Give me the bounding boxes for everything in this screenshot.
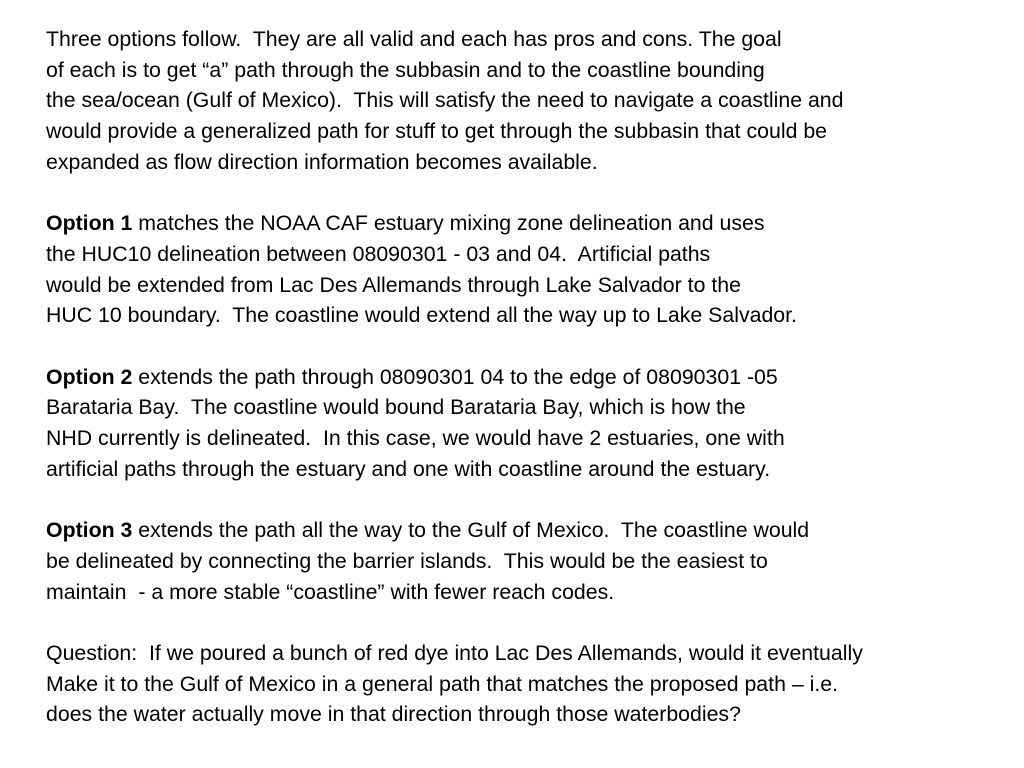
option-3-label: Option 3 xyxy=(46,518,133,543)
option-1-label: Option 1 xyxy=(46,211,133,236)
question-line-3: does the water actually move in that direction through those waterbodies? xyxy=(46,702,741,727)
paragraph-gap xyxy=(46,331,1024,362)
option-1-line-2: the HUC10 delineation between 08090301 - 03 and 04. Artificial paths xyxy=(46,241,711,266)
question-paragraph xyxy=(46,638,1024,730)
option-2-label: Option 2 xyxy=(46,364,133,389)
paragraph-gap xyxy=(46,607,1024,638)
option-3-line-1 xyxy=(46,515,1024,546)
option-2-line-3: NHD currently is delineated. In this case, we would have 2 estuaries, one with xyxy=(46,426,785,451)
option-3-line-3: maintain - a more stable “coastline” with fewer reach codes. xyxy=(46,579,615,604)
option-1-line-1 xyxy=(46,208,1024,239)
option-3-text: extends the path all the way to the Gulf of Mexico. The coastline would xyxy=(132,518,810,543)
slide-body xyxy=(46,24,1024,730)
question-line-2: Make it to the Gulf of Mexico in a general path that matches the proposed path – i.e. xyxy=(46,671,838,696)
option-2-text: extends the path through 08090301 04 to the edge of 08090301 -05 xyxy=(132,364,778,389)
option-2-paragraph xyxy=(46,362,1024,485)
option-1-paragraph xyxy=(46,208,1024,331)
intro-line-2: of each is to get “a” path through the subbasin and to the coastline bounding xyxy=(46,57,765,82)
intro-line-5: expanded as flow direction information becomes available. xyxy=(46,149,598,174)
intro-paragraph xyxy=(46,24,1024,178)
option-3-paragraph xyxy=(46,515,1024,607)
option-3-line-2: be delineated by connecting the barrier islands. This would be the easiest to xyxy=(46,548,768,573)
option-1-text: matches the NOAA CAF estuary mixing zone delineation and uses xyxy=(132,211,765,236)
option-1-line-4: HUC 10 boundary. The coastline would extend all the way up to Lake Salvador. xyxy=(46,303,797,328)
option-2-line-2: Barataria Bay. The coastline would bound Barataria Bay, which is how the xyxy=(46,395,746,420)
intro-line-3: the sea/ocean (Gulf of Mexico). This will satisfy the need to navigate a coastline and xyxy=(46,88,844,113)
question-line-1: Question: If we poured a bunch of red dye into Lac Des Allemands, would it eventually xyxy=(46,641,863,665)
intro-line-4: would provide a generalized path for stuff to get through the subbasin that could be xyxy=(46,119,828,144)
paragraph-gap xyxy=(46,178,1024,209)
paragraph-gap xyxy=(46,485,1024,516)
option-2-line-4: artificial paths through the estuary and one with coastline around the estuary. xyxy=(46,456,771,481)
intro-line-1: Three options follow. They are all valid and each has pros and cons. The goal xyxy=(46,27,782,51)
option-1-line-3: would be extended from Lac Des Allemands through Lake Salvador to the xyxy=(46,272,741,297)
option-2-line-1 xyxy=(46,362,1024,393)
